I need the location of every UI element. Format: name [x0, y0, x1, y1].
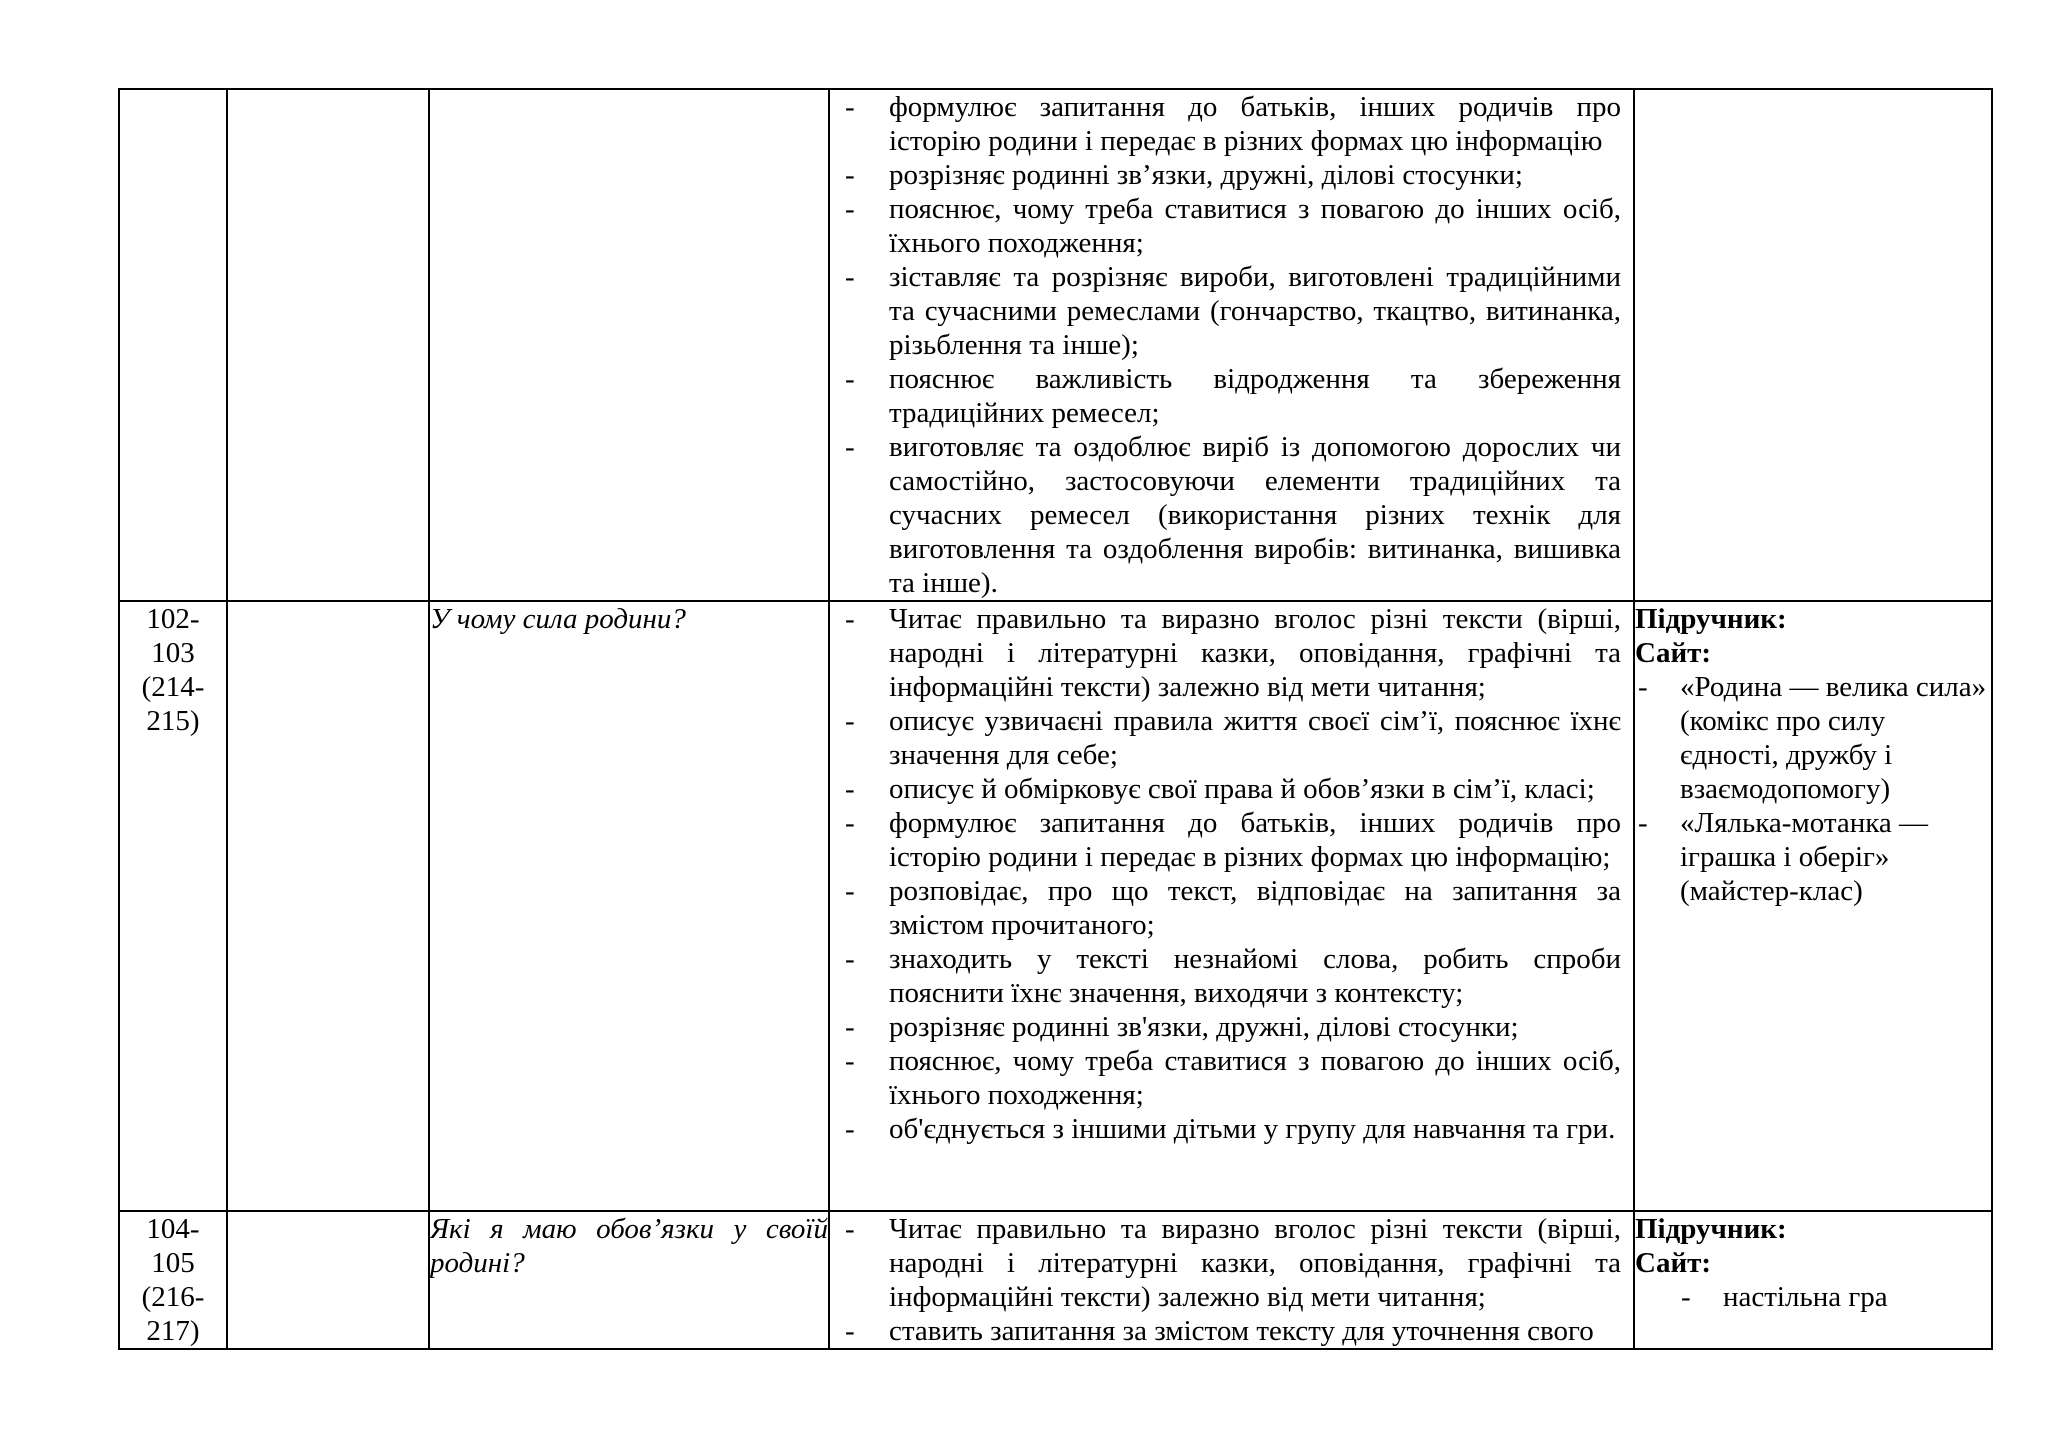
list-item: - виготовляє та оздоблює виріб із допомогою дорослих чи самостійно, застосовуючи елементи традиційних та сучасних ремесел (використання різних технік для виготовлення та оздоблення виробів: витинанка, вишивка та інше). [845, 431, 1621, 599]
lesson-plan-table [118, 88, 1993, 1350]
list-item: - розповідає, про що текст, відповідає на запитання за змістом прочитаного; [845, 875, 1621, 941]
list-item: - Читає правильно та виразно вголос різні тексти (вірші, народні і літературні казки, оповідання, графічні та інформаційні тексти) залежно від мети читання; [845, 603, 1621, 703]
topic-cell: Які я маю обов’язки у своїй родині? [429, 1211, 829, 1349]
textbook-label: Підручник: [1635, 1213, 1787, 1245]
table-row [119, 1211, 1992, 1349]
empty-cell [227, 601, 429, 1211]
resource-item: - «Родина — велика сила» (комікс про силу єдності, дружбу і взаємодопомогу) [1638, 671, 1987, 805]
table-row [119, 89, 1992, 601]
resources-cell [1634, 89, 1992, 601]
site-label: Сайт: [1635, 1247, 1712, 1279]
outcomes-cell [829, 89, 1634, 601]
list-item: - зіставляє та розрізняє вироби, виготовлені традиційними та сучасними ремеслами (гончарство, ткацтво, витинанка, різьблення та інше); [845, 261, 1621, 361]
lesson-number-cell [119, 89, 227, 601]
list-item: - пояснює, чому треба ставитися з повагою до інших осіб, їхнього походження; [845, 1045, 1621, 1111]
list-item: - описує узвичаєні правила життя своєї сім’ї, пояснює їхнє значення для себе; [845, 705, 1621, 771]
table-row [119, 601, 1992, 1211]
topic-cell [429, 89, 829, 601]
outcomes-list [830, 90, 1633, 600]
outcomes-cell [829, 1211, 1634, 1349]
list-item: - описує й обмірковує свої права й обов’язки в сім’ї, класі; [845, 773, 1595, 805]
outcomes-list [830, 602, 1633, 1146]
outcomes-list [830, 1212, 1633, 1348]
empty-cell [227, 1211, 429, 1349]
list-item: - розрізняє родинні зв’язки, дружні, ділові стосунки; [845, 159, 1523, 191]
empty-cell [227, 89, 429, 601]
topic-cell: У чому сила родини? [429, 601, 829, 1211]
lesson-number-cell: 104- 105 (216- 217) [119, 1211, 227, 1349]
list-item: - Читає правильно та виразно вголос різні тексти (вірші, народні і літературні казки, оповідання, графічні та інформаційні тексти) залежно від мети читання; [845, 1213, 1621, 1313]
list-item: - пояснює важливість відродження та збереження традиційних ремесел; [845, 363, 1621, 429]
site-label: Сайт: [1635, 637, 1712, 669]
resource-item: - «Лялька-мотанка — іграшка і оберіг» (майстер-клас) [1638, 807, 1929, 907]
lesson-number-cell: 102- 103 (214- 215) [119, 601, 227, 1211]
list-item: - формулює запитання до батьків, інших родичів про історію родини і передає в різних формах цю інформацію; [845, 807, 1621, 873]
list-item: - знаходить у тексті незнайомі слова, робить спроби пояснити їхнє значення, виходячи з контексту; [845, 943, 1621, 1009]
resources-list [1635, 670, 1991, 908]
resource-item: - настільна гра [1681, 1281, 1888, 1313]
resources-list [1635, 1280, 1991, 1314]
list-item: - формулює запитання до батьків, інших родичів про історію родини і передає в різних формах цю інформацію [845, 91, 1621, 157]
list-item: - об'єднується з іншими дітьми у групу для навчання та гри. [845, 1113, 1616, 1145]
list-item: - ставить запитання за змістом тексту для уточнення свого [845, 1315, 1594, 1347]
resources-cell [1634, 601, 1992, 1211]
resources-cell [1634, 1211, 1992, 1349]
textbook-label: Підручник: [1635, 603, 1787, 635]
outcomes-cell [829, 601, 1634, 1211]
list-item: - пояснює, чому треба ставитися з повагою до інших осіб, їхнього походження; [845, 193, 1621, 259]
list-item: - розрізняє родинні зв'язки, дружні, ділові стосунки; [845, 1011, 1519, 1043]
